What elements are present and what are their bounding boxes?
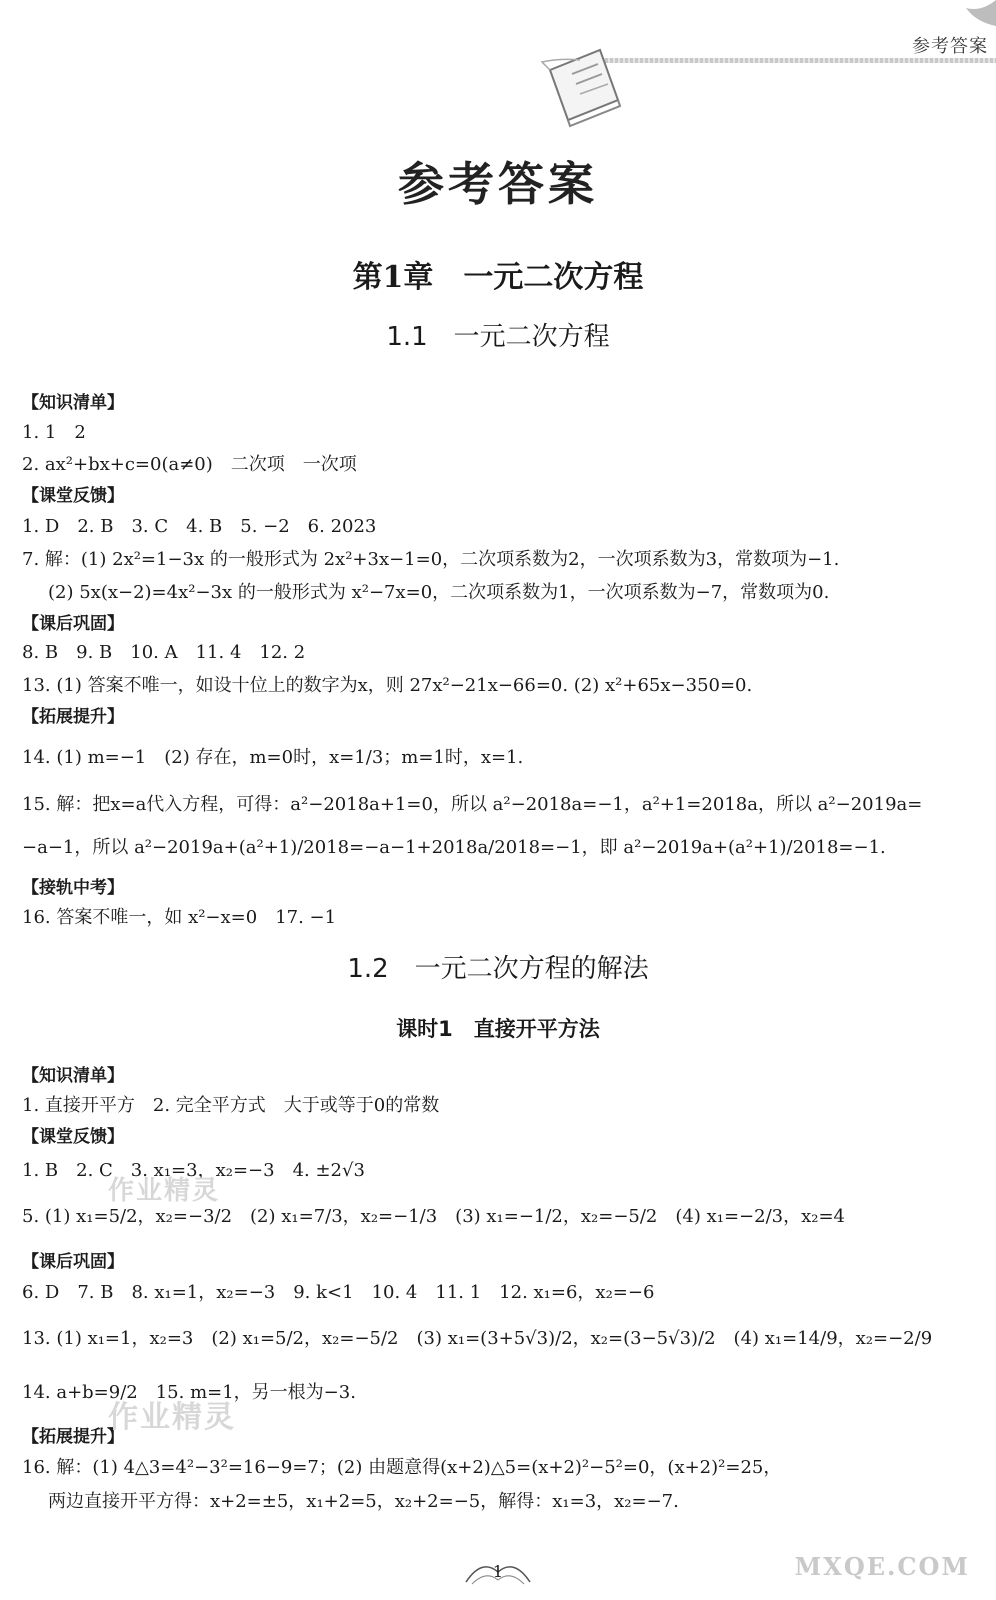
category-extension: 【拓展提升】 (22, 707, 124, 727)
page-number: 1 (492, 1562, 504, 1581)
watermark-site: MXQE.COM (794, 1552, 970, 1581)
answer-line: 15. 解：把x=a代入方程，可得：a²−2018a+1=0，所以 a²−2018a=−1，a²+1=2018a，所以 a²−2019a= (22, 794, 923, 815)
answer-line: −a−1，所以 a²−2019a+(a²+1)/2018=−a−1+2018a/2018=−1，即 a²−2019a+(a²+1)/2018=−1. (22, 837, 886, 858)
category-extension: 【拓展提升】 (22, 1427, 124, 1447)
book-icon (540, 40, 630, 130)
lesson-title: 课时1 直接开平方法 (396, 1017, 600, 1041)
category-knowledge: 【知识清单】 (22, 393, 124, 413)
answer-line: 1. 1 2 (22, 422, 86, 443)
category-knowledge: 【知识清单】 (22, 1066, 124, 1086)
answer-line: 1. D 2. B 3. C 4. B 5. −2 6. 2023 (22, 516, 377, 537)
category-consolidation: 【课后巩固】 (22, 1252, 124, 1272)
answer-line: 14. (1) m=−1 (2) 存在，m=0时，x=1/3；m=1时，x=1. (22, 747, 524, 768)
answer-line: 5. (1) x₁=5/2，x₂=−3/2 (2) x₁=7/3，x₂=−1/3 (3) x₁=−1/2，x₂=−5/2 (4) x₁=−2/3，x₂=4 (22, 1206, 846, 1227)
section-1-1-title: 1.1 一元二次方程 (386, 322, 610, 352)
category-classroom: 【课堂反馈】 (22, 1127, 124, 1147)
section-1-2-title: 1.2 一元二次方程的解法 (347, 954, 649, 984)
chapter-title: 第1章 一元二次方程 (352, 260, 644, 295)
answer-line: 16. 解：(1) 4△3=4²−3²=16−9=7；(2) 由题意得(x+2)△5=(x+2)²−5²=0，(x+2)²=25， (22, 1457, 782, 1478)
category-consolidation: 【课后巩固】 (22, 614, 124, 634)
answer-line: 13. (1) 答案不唯一，如设十位上的数字为x，则 27x²−21x−66=0. (2) x²+65x−350=0. (22, 675, 753, 696)
answer-line: 8. B 9. B 10. A 11. 4 12. 2 (22, 642, 306, 663)
answer-line: 1. B 2. C 3. x₁=3，x₂=−3 4. ±2√3 (22, 1160, 365, 1181)
answer-line: 两边直接开平方得：x+2=±5，x₁+2=5，x₂+2=−5，解得：x₁=3，x₂=−7. (48, 1491, 679, 1512)
header-rule (600, 58, 996, 63)
answer-line: 16. 答案不唯一，如 x²−x=0 17. −1 (22, 907, 337, 928)
watermark-text: 作业精灵 (108, 1400, 236, 1435)
answer-line: 6. D 7. B 8. x₁=1，x₂=−3 9. k<1 10. 4 11. 1 12. x₁=6，x₂=−6 (22, 1282, 655, 1303)
watermark-text: 作业精灵 (108, 1176, 221, 1206)
running-title: 参考答案 (912, 36, 988, 57)
corner-decoration-icon (936, 0, 996, 30)
answer-line: 7. 解：(1) 2x²=1−3x 的一般形式为 2x²+3x−1=0，二次项系数为2，一次项系数为3，常数项为−1. (22, 549, 840, 570)
answer-line: (2) 5x(x−2)=4x²−3x 的一般形式为 x²−7x=0，二次项系数为1，一次项系数为−7，常数项为0. (48, 582, 830, 603)
page-title: 参考答案 (398, 157, 598, 211)
answer-line: 13. (1) x₁=1，x₂=3 (2) x₁=5/2，x₂=−5/2 (3) x₁=(3+5√3)/2，x₂=(3−5√3)/2 (4) x₁=14/9，x₂=−2/9 (22, 1328, 933, 1349)
answer-line: 1. 直接开平方 2. 完全平方式 大于或等于0的常数 (22, 1095, 440, 1116)
category-exam: 【接轨中考】 (22, 878, 124, 898)
answer-line: 2. ax²+bx+c=0(a≠0) 二次项 一次项 (22, 454, 357, 475)
answer-line: 14. a+b=9/2 15. m=1，另一根为−3. (22, 1382, 356, 1403)
category-classroom: 【课堂反馈】 (22, 486, 124, 506)
